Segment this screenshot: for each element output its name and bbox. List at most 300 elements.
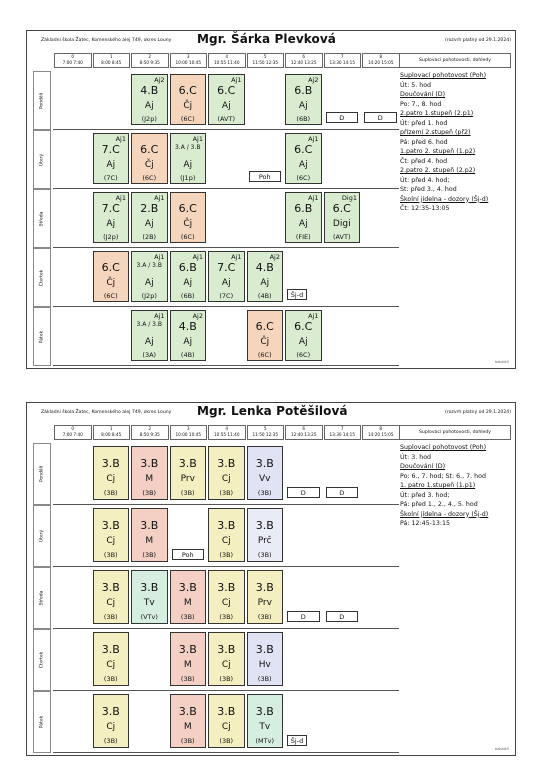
day-label — [33, 307, 51, 366]
room-label: (MTv) — [255, 737, 274, 746]
supervision-line: Pá: před 6. hod — [400, 138, 448, 146]
lesson-cell[interactable] — [170, 694, 207, 748]
lesson-cell[interactable] — [131, 570, 168, 624]
lesson-cell[interactable] — [208, 251, 245, 302]
period-number: 5 — [263, 54, 267, 59]
room-label: (FIE) — [295, 232, 311, 241]
class-label: 3.B — [140, 518, 159, 532]
period-time: 12:40 13:25 — [291, 432, 317, 437]
lesson-cell[interactable] — [131, 192, 168, 243]
lesson-cell[interactable] — [208, 508, 245, 562]
subject-label: Čj — [183, 100, 193, 111]
period-2 — [131, 53, 169, 68]
supervision-line: Školní jídelna - dozory (Šj-d) — [400, 510, 489, 518]
period-number: 1 — [109, 54, 113, 59]
class-label: 3.B — [255, 642, 274, 656]
subject-label: Cj — [106, 536, 116, 546]
supervision-line: 1.patro 2. stupeň (1.p2) — [400, 148, 476, 155]
room-label: (3B) — [103, 737, 118, 746]
lesson-cell[interactable] — [131, 251, 168, 302]
room-label: (3B) — [180, 489, 195, 498]
subject-label: Aj — [298, 218, 308, 229]
room-label: (3A) — [142, 350, 157, 359]
class-label: 3.B — [101, 642, 120, 656]
duty-box[interactable]: D — [287, 611, 320, 622]
period-time: 13:30 14:15 — [329, 432, 355, 437]
lesson-cell[interactable] — [170, 570, 207, 624]
lesson-cell[interactable] — [170, 310, 207, 361]
subject-label: Aj — [298, 100, 308, 111]
group-label: Aj1 — [231, 76, 242, 84]
subject-label: Aj — [221, 100, 231, 111]
group-label: Aj1 — [192, 253, 203, 261]
period-time: 7:00 7:40 — [62, 60, 83, 65]
period-7 — [324, 53, 362, 68]
room-label: (3B) — [180, 613, 195, 622]
supervision-line: Suplovací pohotovost (Poh) — [400, 444, 487, 451]
subject-label: Čj — [106, 277, 116, 288]
lesson-cell[interactable] — [324, 192, 361, 243]
class-label: 4.B — [140, 84, 159, 98]
room-label: (3B) — [103, 489, 118, 498]
lesson-cell[interactable] — [170, 192, 207, 243]
class-label: 3.B — [217, 580, 236, 594]
room-label: (J2p) — [103, 232, 119, 241]
room-label: (VTv) — [140, 613, 158, 622]
period-1 — [93, 53, 131, 68]
class-label: 7.C — [101, 202, 120, 216]
lesson-cell[interactable] — [247, 446, 284, 500]
room-label: (6B) — [180, 291, 195, 300]
room-label: (4B) — [257, 291, 272, 300]
subject-label: Cj — [106, 660, 116, 670]
period-6 — [285, 425, 323, 440]
group-label: Aj1 — [308, 194, 319, 202]
class-label: 4.B — [255, 261, 274, 275]
period-time: 11:50 12:35 — [252, 60, 278, 65]
period-8 — [362, 425, 400, 440]
period-number: 3 — [186, 54, 190, 59]
lesson-cell[interactable] — [208, 570, 245, 624]
teacher-name: Mgr. Šárka Plevková — [197, 32, 336, 46]
class-label: 7.C — [217, 261, 236, 275]
room-label: (6C) — [142, 173, 157, 182]
room-label: (3B) — [257, 613, 272, 622]
supervision-header: Suplovací pohotovosti, dohledy — [399, 425, 511, 440]
period-number: 7 — [340, 426, 344, 431]
room-label: (6C) — [180, 232, 195, 241]
group-label: Aj1 — [308, 312, 319, 320]
lesson-cell[interactable] — [93, 133, 130, 184]
lesson-cell[interactable] — [208, 694, 245, 748]
subject-label: Čj — [183, 218, 193, 229]
period-time: 11:50 12:35 — [252, 432, 278, 437]
class-label: 3.B — [140, 580, 159, 594]
row-divider — [53, 365, 399, 366]
room-label: (3B) — [219, 613, 234, 622]
group-label: Aj1 — [154, 253, 165, 261]
lesson-cell[interactable] — [93, 632, 130, 686]
room-label: (3B) — [103, 551, 118, 560]
duty-box[interactable]: Šj-d — [287, 735, 307, 746]
room-label: (3B) — [142, 489, 157, 498]
period-5 — [247, 53, 285, 68]
period-number: 2 — [148, 54, 152, 59]
subject-label: Aj — [183, 159, 193, 170]
class-label: 6.C — [294, 320, 313, 334]
lesson-cell[interactable] — [247, 694, 284, 748]
day-name: Středa — [39, 590, 45, 606]
room-label: (3B) — [219, 737, 234, 746]
day-label — [33, 130, 51, 189]
supervision-header: Suplovací pohotovosti, dohledy — [399, 53, 511, 68]
duty-box[interactable]: Poh — [172, 549, 205, 560]
lesson-cell[interactable] — [93, 570, 130, 624]
period-number: 1 — [109, 426, 113, 431]
supervision-line: přízemí 2.stupeň (př2) — [400, 129, 471, 136]
day-label — [33, 248, 51, 307]
day-label — [33, 629, 51, 691]
bakalari-logo: bakaláři — [494, 360, 509, 364]
period-1 — [93, 425, 131, 440]
duty-box[interactable]: Poh — [249, 171, 282, 182]
subject-label: Aj — [144, 218, 154, 229]
subject-label: Cj — [106, 474, 116, 484]
room-label: (3B) — [257, 489, 272, 498]
supervision-line: Čt: před 4. hod — [400, 157, 448, 165]
period-time: 8:50 9:35 — [139, 60, 160, 65]
supervision-line: 2.patro 2. stupeň (2.p2) — [400, 167, 476, 174]
period-5 — [247, 425, 285, 440]
group-label: Aj1 — [192, 135, 203, 143]
class-label: 6.C — [294, 143, 313, 157]
room-label: (6B) — [296, 114, 311, 123]
supervision-line: Út: před 1. hod — [400, 119, 448, 127]
period-time: 10:55 11:40 — [214, 432, 240, 437]
validity-note: (rozvrh platný od 29.1.2024) — [445, 410, 511, 415]
supervision-line: Út: před 3. hod; — [400, 491, 450, 499]
subject-label: Prv — [180, 474, 195, 484]
room-label: (3B) — [257, 551, 272, 560]
subject-label: Aj — [298, 159, 308, 170]
timetable-sheet-potesilova — [26, 402, 516, 756]
class-label: 3.B — [101, 580, 120, 594]
supervision-line: Doučování (D) — [400, 91, 446, 98]
period-number: 6 — [302, 54, 306, 59]
supervision-line: 2.patro 1.stupeň (2.p1) — [400, 110, 474, 117]
class-label: 6.C — [332, 202, 351, 216]
group-label: Aj1 — [154, 194, 165, 202]
timetable-sheet-plevkova — [26, 30, 516, 369]
lesson-cell[interactable] — [93, 446, 130, 500]
subject-label: Digi — [332, 218, 351, 229]
subject-label: Aj — [106, 159, 116, 170]
class-label: 6.B — [294, 84, 313, 98]
supervision-list — [400, 71, 516, 214]
class-label: 3.B — [217, 704, 236, 718]
subject-label: Tv — [143, 598, 155, 608]
lesson-cell[interactable] — [131, 508, 168, 562]
class-label: 3.B — [140, 456, 159, 470]
subject-label: Aj — [144, 100, 154, 111]
class-label: 3.B — [255, 704, 274, 718]
class-label: 3.B — [178, 580, 197, 594]
period-number: 6 — [302, 426, 306, 431]
period-time: 13:30 14:15 — [329, 60, 355, 65]
class-label: 6.C — [140, 143, 159, 157]
lesson-cell[interactable] — [131, 133, 168, 184]
period-number: 7 — [340, 54, 344, 59]
room-label: (6C) — [180, 114, 195, 123]
subject-label: Prv — [257, 598, 272, 608]
supervision-line: Po: 7., 8. hod — [400, 100, 442, 108]
lesson-cell[interactable] — [208, 74, 245, 125]
room-label: (J2p) — [141, 291, 157, 300]
supervision-line: Út: 5. hod — [400, 81, 432, 89]
subject-label: Hv — [258, 660, 271, 670]
subject-label: Cj — [106, 598, 116, 608]
duty-box[interactable]: D — [287, 487, 320, 498]
period-7 — [324, 425, 362, 440]
group-label: Aj1 — [154, 312, 165, 320]
period-time: 10:55 11:40 — [214, 60, 240, 65]
lesson-cell[interactable] — [131, 74, 168, 125]
room-label: (6C) — [296, 173, 311, 182]
subject-label: Čj — [260, 336, 270, 347]
day-label — [33, 443, 51, 505]
subject-label: Aj — [221, 277, 231, 288]
supervision-line: Suplovací pohotovost (Poh) — [400, 72, 487, 79]
group-label: Aj1 — [115, 194, 126, 202]
group-label: Aj2 — [192, 312, 203, 320]
class-label: 7.C — [101, 143, 120, 157]
period-time: 8:50 9:35 — [139, 432, 160, 437]
school-name: Základní škola Žatec, Komenského alej 749, okres Louny — [41, 38, 172, 43]
class-label: 6.C — [178, 84, 197, 98]
group-label: Aj1 — [231, 253, 242, 261]
day-name: Čtvrtek — [39, 269, 45, 286]
class-label: 6.C — [255, 320, 274, 334]
subject-label: Tv — [259, 722, 271, 732]
lesson-cell[interactable] — [247, 508, 284, 562]
room-label: (3B) — [142, 551, 157, 560]
subject-label: Cj — [221, 598, 231, 608]
supervision-list — [400, 443, 516, 529]
period-number: 0 — [71, 426, 75, 431]
day-name: Pátek — [39, 330, 45, 343]
supervision-line: 1. patro 1.stupeň (1.p1) — [400, 482, 476, 489]
duty-box[interactable]: D — [326, 112, 359, 123]
lesson-cell[interactable] — [170, 133, 207, 184]
period-time: 14:20 15:05 — [368, 60, 394, 65]
subject-label: Cj — [221, 660, 231, 670]
lesson-cell[interactable] — [131, 310, 168, 361]
room-label: (AVT) — [332, 232, 351, 241]
period-number: 3 — [186, 426, 190, 431]
supervision-line: Pá: 12:45-13:15 — [400, 520, 451, 527]
class-label: 3.B — [101, 704, 120, 718]
subject-label: M — [183, 598, 192, 608]
bakalari-logo: bakaláři — [494, 747, 509, 751]
period-number: 4 — [225, 54, 229, 59]
subject-label: Cj — [106, 722, 116, 732]
room-label: (3B) — [219, 489, 234, 498]
period-number: 0 — [71, 54, 75, 59]
group-label: Aj1 — [115, 135, 126, 143]
subject-label: Aj — [144, 336, 154, 347]
period-4 — [208, 425, 246, 440]
day-name: Pondělí — [39, 92, 45, 109]
subject-label: Aj — [183, 336, 193, 347]
duty-box[interactable]: Šj-d — [287, 289, 307, 300]
group-label: Aj2 — [154, 76, 165, 84]
period-time: 7:00 7:40 — [62, 432, 83, 437]
subject-label: Aj — [260, 277, 270, 288]
class-label: 3.B — [255, 456, 274, 470]
subject-label: Vv — [259, 474, 271, 484]
room-label: (4B) — [180, 350, 195, 359]
room-label: (2B) — [142, 232, 157, 241]
room-label: (3B) — [180, 675, 195, 684]
lesson-cell[interactable] — [247, 310, 284, 361]
period-time: 10:00 10:45 — [175, 60, 201, 65]
room-label: (3B) — [103, 675, 118, 684]
lesson-cell[interactable] — [285, 133, 322, 184]
room-label: (J1p) — [180, 173, 196, 182]
sheet-header — [27, 403, 515, 425]
lesson-cell[interactable] — [93, 694, 130, 748]
class-label: 4.B — [178, 320, 197, 334]
class-label: 3.A / 3.B — [174, 144, 201, 152]
day-label — [33, 189, 51, 248]
supervision-line: Doučování (D) — [400, 463, 446, 470]
period-3 — [170, 53, 208, 68]
subject-label: M — [145, 536, 154, 546]
duty-box[interactable]: D — [364, 112, 397, 123]
lesson-cell[interactable] — [93, 508, 130, 562]
period-time: 14:20 15:05 — [368, 432, 394, 437]
lesson-cell[interactable] — [285, 310, 322, 361]
lesson-cell[interactable] — [208, 632, 245, 686]
group-label: Aj2 — [308, 76, 319, 84]
period-8 — [362, 53, 400, 68]
room-label: (3B) — [103, 613, 118, 622]
lesson-cell[interactable] — [285, 192, 322, 243]
lesson-cell[interactable] — [93, 251, 130, 302]
supervision-line: Pá: před 1., 2., 4., 5. hod — [400, 501, 478, 508]
validity-note: (rozvrh platný od 29.1.2024) — [445, 38, 511, 43]
day-name: Úterý — [39, 529, 45, 543]
subject-label: Cj — [221, 722, 231, 732]
period-number: 5 — [263, 426, 267, 431]
lesson-cell[interactable] — [170, 74, 207, 125]
period-0 — [54, 53, 92, 68]
room-label: (3B) — [219, 551, 234, 560]
period-time: 10:00 10:45 — [175, 432, 201, 437]
period-number: 2 — [148, 426, 152, 431]
class-label: 3.B — [178, 642, 197, 656]
class-label: 3.B — [217, 518, 236, 532]
group-label: Aj1 — [308, 135, 319, 143]
period-time: 8:00 8:45 — [101, 60, 122, 65]
row-divider — [53, 752, 399, 753]
duty-box[interactable]: D — [326, 487, 359, 498]
lesson-cell[interactable] — [170, 251, 207, 302]
day-name: Úterý — [39, 153, 45, 166]
subject-label: Cj — [221, 474, 231, 484]
lesson-cell[interactable] — [247, 251, 284, 302]
period-time: 12:40 13:25 — [291, 60, 317, 65]
class-label: 6.C — [217, 84, 236, 98]
day-name: Pátek — [39, 715, 45, 729]
supervision-line: Čt: 12:35-13:05 — [400, 205, 450, 212]
room-label: (AVT) — [217, 114, 236, 123]
lesson-cell[interactable] — [285, 74, 322, 125]
room-label: (7C) — [219, 291, 234, 300]
subject-label: Čj — [144, 159, 154, 170]
day-label — [33, 505, 51, 567]
supervision-line: Po: 6., 7. hod; St: 6., 7. hod — [400, 472, 486, 480]
period-2 — [131, 425, 169, 440]
subject-label: M — [183, 660, 192, 670]
room-label: (J2p) — [141, 114, 157, 123]
lesson-cell[interactable] — [131, 446, 168, 500]
period-number: 8 — [379, 54, 383, 59]
room-label: (3B) — [257, 675, 272, 684]
teacher-name: Mgr. Lenka Potěšilová — [197, 404, 348, 418]
supervision-line: Školní jídelna - dozory (Šj-d) — [400, 195, 489, 203]
room-label: (3B) — [180, 737, 195, 746]
class-label: 6.B — [294, 202, 313, 216]
day-row — [33, 307, 399, 366]
subject-label: M — [145, 474, 154, 484]
class-label: 3.B — [217, 456, 236, 470]
class-label: 3.B — [255, 518, 274, 532]
day-label — [33, 567, 51, 629]
subject-label: Aj — [298, 336, 308, 347]
lesson-cell[interactable] — [170, 446, 207, 500]
subject-label: M — [183, 722, 192, 732]
lesson-cell[interactable] — [93, 192, 130, 243]
period-6 — [285, 53, 323, 68]
lesson-cell[interactable] — [208, 446, 245, 500]
class-label: 3.B — [178, 456, 197, 470]
class-label: 3.B — [178, 704, 197, 718]
room-label: (6C) — [103, 291, 118, 300]
subject-label: Cj — [221, 536, 231, 546]
school-name: Základní škola Žatec, Komenského alej 749, okres Louny — [41, 410, 172, 415]
class-label: 2.B — [140, 202, 159, 216]
class-label: 3.B — [101, 456, 120, 470]
period-0 — [54, 425, 92, 440]
room-label: (6C) — [257, 350, 272, 359]
class-label: 6.B — [178, 261, 197, 275]
lesson-cell[interactable] — [247, 632, 284, 686]
day-row — [33, 130, 399, 189]
period-4 — [208, 53, 246, 68]
period-3 — [170, 425, 208, 440]
lesson-cell[interactable] — [170, 632, 207, 686]
day-label — [33, 691, 51, 753]
class-label: 3.A / 3.B — [136, 321, 162, 329]
lesson-cell[interactable] — [247, 570, 284, 624]
class-label: 6.C — [178, 202, 197, 216]
class-label: 3.A / 3.B — [136, 262, 162, 270]
class-label: 3.B — [217, 642, 236, 656]
duty-box[interactable]: D — [326, 611, 359, 622]
class-label: 3.B — [101, 518, 120, 532]
subject-label: Aj — [183, 277, 193, 288]
